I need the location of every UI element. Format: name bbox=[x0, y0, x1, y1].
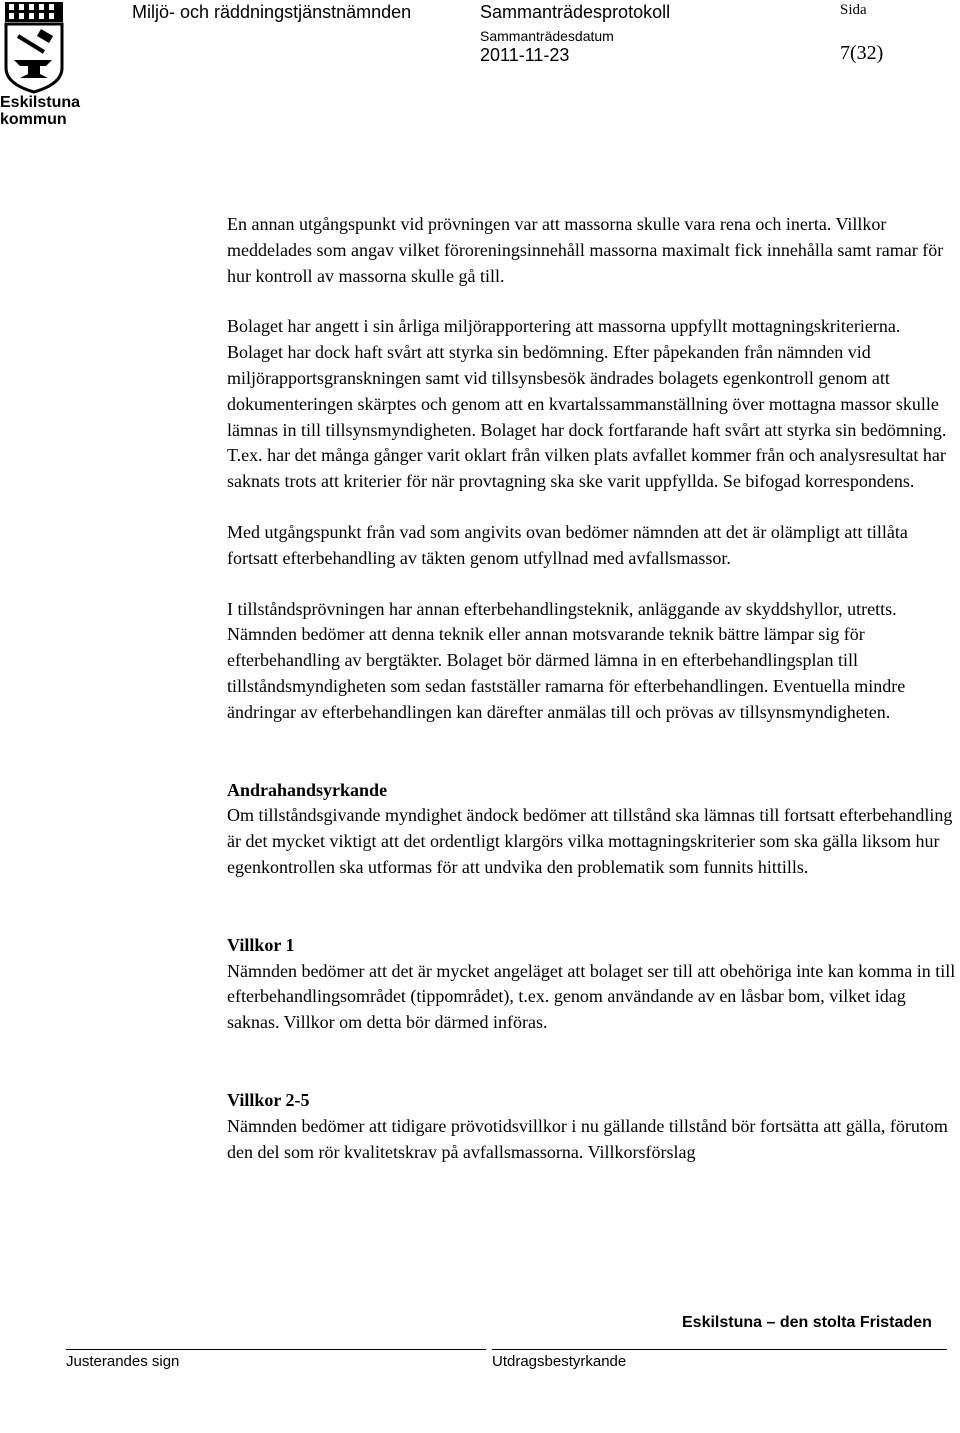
committee-name: Miljö- och räddningstjänstnämnden bbox=[132, 2, 412, 22]
municipal-logo bbox=[0, 0, 81, 130]
page-label: Sida bbox=[840, 2, 867, 18]
paragraph: Nämnden bedömer att tidigare prövotidsvillkor i nu gällande tillstånd bör fortsätta att gälla, förutom den del som rör kvalitetskrav på avfallsmassorna. Villkorsförslag bbox=[227, 1115, 948, 1162]
section-heading: Andrahandsyrkande bbox=[227, 779, 388, 800]
logo-text-eskilstuna: Eskilstuna bbox=[0, 94, 81, 111]
section-heading: Villkor 2-5 bbox=[227, 1089, 310, 1110]
section-heading: Villkor 1 bbox=[227, 934, 295, 955]
paragraph: Nämnden bedömer att det är mycket angeläget att bolaget ser till att obehöriga inte kan komma in till efterbehandlingsområdet (tippområdet), t.ex. genom användande av en låsbar bom, vilket idag saknas. Villkor om detta bör därmed införas. bbox=[227, 960, 956, 1033]
paragraph: I tillståndsprövningen har annan efterbehandlingsteknik, anläggande av skyddshyllor, utretts. Nämnden bedömer att denna teknik eller annan motsvarande teknik bättre lämpar sig för efterbehandling av bergtäkter. Bolaget bör därmed lämna in en efterbehandlingsplan till tillståndsmyndigheten som sedan fastställer ramarna för efterbehandlingen. Eventuella mindre ändringar av efterbehandlingen kan därefter anmälas till och prövas av tillsynsmyndigheten. bbox=[227, 598, 906, 722]
paragraph: En annan utgångspunkt vid prövningen var att massorna skulle vara rena och inerta. Villkor meddelades som angav vilket föroreningsinnehåll massorna maximalt fick innehålla samt ramar för hur kontroll av massorna skulle gå till. bbox=[227, 214, 944, 286]
meeting-date: 2011-11-23 bbox=[480, 45, 570, 65]
logo-text-kommun: kommun bbox=[0, 111, 67, 128]
footer-divider bbox=[66, 1349, 486, 1350]
meeting-date-label: Sammanträdesdatum bbox=[480, 28, 614, 44]
municipal-slogan: Eskilstuna – den stolta Fristaden bbox=[682, 1314, 932, 1331]
certification-field-label: Utdragsbestyrkande bbox=[492, 1353, 627, 1370]
footer-divider bbox=[492, 1349, 947, 1350]
page-number: 7(32) bbox=[840, 42, 884, 64]
document-body bbox=[227, 212, 957, 1165]
signature-field-label: Justerandes sign bbox=[66, 1353, 180, 1370]
paragraph: Om tillståndsgivande myndighet ändock bedömer att tillstånd ska lämnas till fortsatt efterbehandling är det mycket viktigt att det ordentligt klargörs vilka mottagningskriterier som ska gälla liksom hur egenkontrollen ska utformas för att undvika den problematik som funnits hittills. bbox=[227, 805, 953, 877]
paragraph: Bolaget har angett i sin årliga miljörapportering att massorna uppfyllt mottagningskriterierna. Bolaget har dock haft svårt att styrka sin bedömning. Efter påpekanden från nämnden vid miljörapportsgranskningen samt vid tillsynsbesök ändrades bolagets egenkontroll genom att dokumenteringen skärptes och genom att en kvartalssammanställning över mottagna massor skulle lämnas in till tillsynsmyndigheten. Bolaget har dock fortfarande haft svårt att styrka sin bedömning. T.ex. har det många gånger varit oklart från vilken plats avfallet kommer från och analysresultat har saknats trots att kriterier för när provtagning ska ske varit uppfyllda. Se bifogad korrespondens. bbox=[227, 316, 947, 492]
document-type: Sammanträdesprotokoll bbox=[480, 2, 671, 22]
paragraph: Med utgångspunkt från vad som angivits ovan bedömer nämnden att det är olämpligt att tillåta fortsatt efterbehandling av täkten genom utfyllnad med avfallsmassor. bbox=[227, 521, 908, 568]
